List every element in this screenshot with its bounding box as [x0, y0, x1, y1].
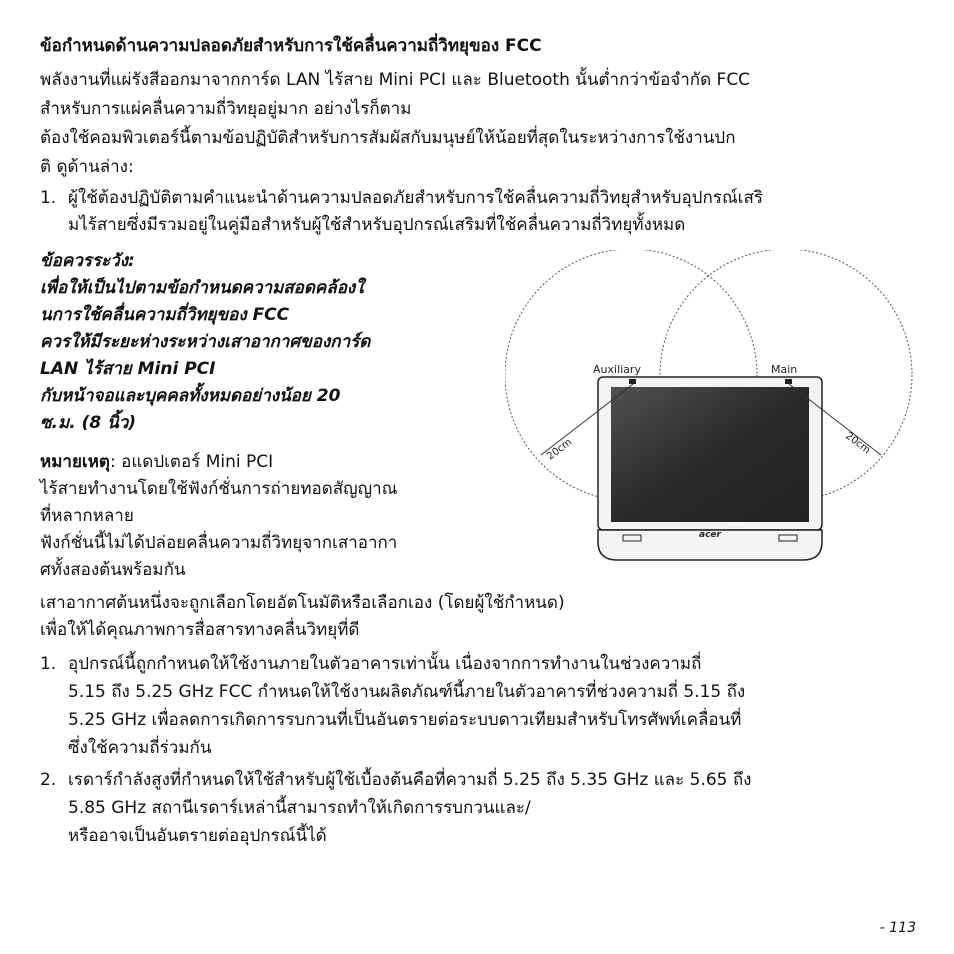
- after-note-line: เสาอากาศต้นหนึ่งจะถูกเลือกโดยอัตโนมัติหรือเลือกเอง (โดยผู้ใช้กำหนด): [40, 593, 565, 613]
- list-line: ซึ่งใช้ความถี่ร่วมกัน: [68, 738, 212, 758]
- caution-line: ซ.ม. (8 นิ้ว): [40, 413, 137, 433]
- brand-logo: acer: [699, 530, 721, 540]
- note-line: ไร้สายทำงานโดยใช้ฟังก์ชั่นการถ่ายทอดสัญญาณ: [40, 479, 398, 499]
- after-note-paragraph: [40, 591, 920, 643]
- screen-glare: [611, 387, 809, 522]
- intro-line: ติ ดูด้านล่าง:: [40, 157, 134, 177]
- list-number: 2.: [40, 770, 57, 790]
- caution-block: [40, 249, 490, 438]
- list-line: 5.85 GHz สถานีเรดาร์เหล่านี้สามารถทำให้เกิดการรบกวนและ/: [68, 798, 531, 818]
- list-item-text: [68, 768, 923, 852]
- list-number: 1.: [40, 654, 57, 674]
- intro-line: ต้องใช้คอมพิวเตอร์นี้ตามข้อปฏิบัติสำหรับการสัมผัสกับมนุษย์ให้น้อยที่สุดในระหว่างการใช้งานปก: [40, 128, 736, 148]
- after-note-line: เพื่อให้ได้คุณภาพการสื่อสารทางคลื่นวิทยุที่ดี: [40, 620, 360, 640]
- caution-line: ควรให้มีระยะห่างระหว่างเสาอากาศของการ์ด: [40, 332, 371, 352]
- caution-line: นการใช้คลื่นความถี่วิทยุของ FCC: [40, 305, 290, 325]
- antenna-distance-illustration: [505, 250, 915, 570]
- list-line: เรดาร์กำลังสูงที่กำหนดให้ใช้สำหรับผู้ใช้เบื้องต้นคือที่ความถี่ 5.25 ถึง 5.35 GHz และ 5.65 ถึง: [68, 770, 752, 790]
- auxiliary-antenna-marker: [629, 379, 636, 384]
- left-distance-label: 20cm: [545, 436, 575, 463]
- note-first-line: [40, 450, 500, 477]
- note-first-text: : อแดปเตอร์ Mini PCI: [109, 452, 274, 472]
- list-line: มไร้สายซึ่งมีรวมอยู่ในคู่มือสำหรับผู้ใช้สำหรับอุปกรณ์เสริมที่ใช้คลื่นความถี่วิทยุทั้งหมด: [68, 215, 686, 235]
- caution-line: กับหน้าจอและบุคคลทั้งหมดอย่างน้อย 20: [40, 386, 341, 406]
- right-distance-label: 20cm: [843, 430, 873, 457]
- intro-line: พลังงานที่แผ่รังสีออกมาจากการ์ด LAN ไร้สาย Mini PCI และ Bluetooth นั้นต่ำกว่าข้อจำกัด FCC: [40, 70, 751, 90]
- list-line: 5.15 ถึง 5.25 GHz FCC กำหนดให้ใช้งานผลิตภัณฑ์นี้ภายในตัวอาคารที่ช่วงความถี่ 5.15 ถึง: [68, 682, 746, 702]
- main-antenna-marker: [785, 379, 792, 384]
- caution-line: LAN ไร้สาย Mini PCI: [40, 359, 216, 379]
- caution-line: เพื่อให้เป็นไปตามข้อกำหนดความสอดคล้องใ: [40, 278, 364, 298]
- note-block: [40, 450, 500, 585]
- list-line: หรืออาจเป็นอันตรายต่ออุปกรณ์นี้ได้: [68, 826, 327, 846]
- main-label: Main: [771, 363, 798, 376]
- intro-line: สำหรับการแผ่คลื่นความถี่วิทยุอยู่มาก อย่างไรก็ตาม: [40, 99, 412, 119]
- note-line: ฟังก์ชั่นนี้ไม่ได้ปล่อยคลื่นความถี่วิทยุจากเสาอากา: [40, 533, 398, 553]
- list-item-text: [68, 186, 923, 238]
- auxiliary-label: Auxiliary: [593, 363, 641, 376]
- list-item-text: [68, 652, 923, 764]
- caution-heading: ข้อควรระวัง:: [40, 251, 135, 271]
- list-line: ผู้ใช้ต้องปฏิบัติตามคำแนะนำด้านความปลอดภัยสำหรับการใช้คลื่นความถี่วิทยุสำหรับอุปกรณ์เสริ: [68, 188, 763, 208]
- page-number: - 113: [879, 920, 916, 936]
- note-line: ศทั้งสองต้นพร้อมกัน: [40, 560, 186, 580]
- list-line: 5.25 GHz เพื่อลดการเกิดการรบกวนที่เป็นอันตรายต่อระบบดาวเทียมสำหรับโทรศัพท์เคลื่อนที่: [68, 710, 742, 730]
- note-label: หมายเหตุ: [40, 452, 110, 472]
- page-title: ข้อกำหนดด้านความปลอดภัยสำหรับการใช้คลื่นความถี่วิทยุของ FCC: [40, 36, 542, 56]
- note-line: ที่หลากหลาย: [40, 506, 134, 526]
- list-line: อุปกรณ์นี้ถูกกำหนดให้ใช้งานภายในตัวอาคารเท่านั้น เนื่องจากการทำงานในช่วงความถี่: [68, 654, 702, 674]
- intro-paragraph: [40, 68, 920, 180]
- list-number: 1.: [40, 188, 57, 208]
